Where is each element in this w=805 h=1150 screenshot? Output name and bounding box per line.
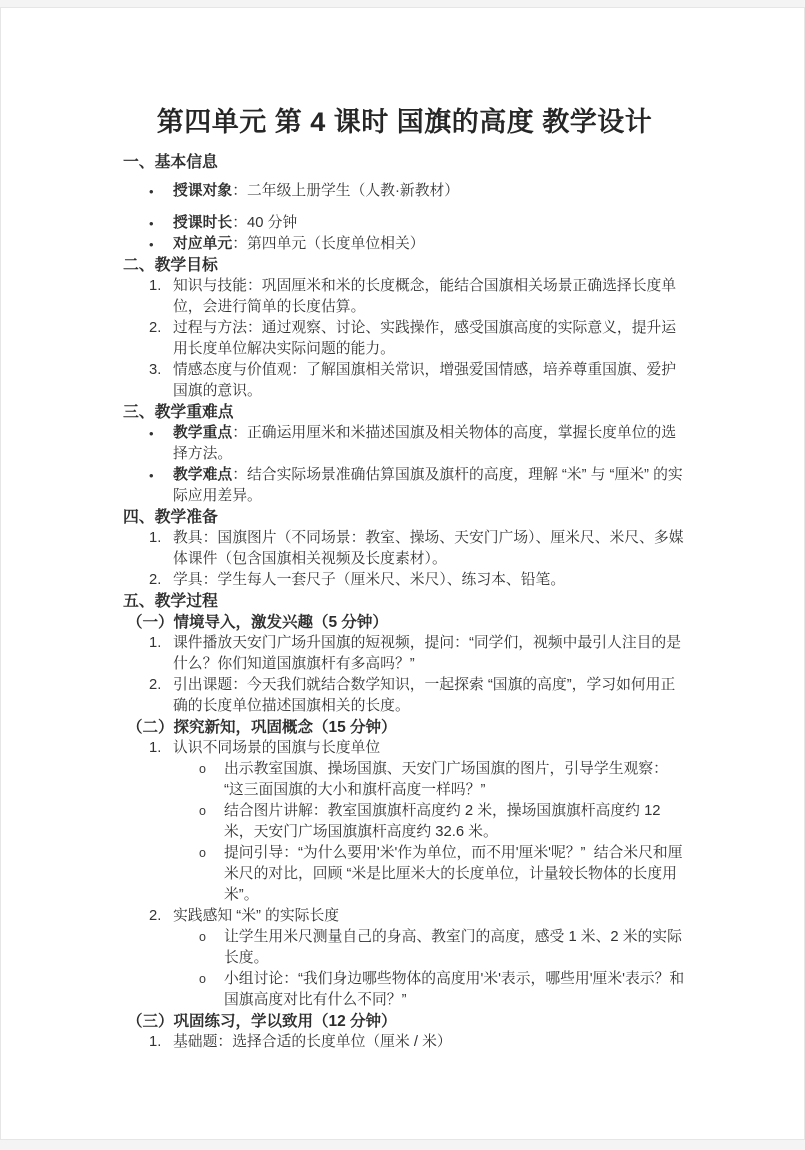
circle-bullet-icon: o bbox=[199, 846, 206, 860]
sub-list-item bbox=[123, 969, 686, 1011]
item-text: 课件播放天安门广场升国旗的短视频，提问：“同学们，视频中最引人注目的是什么？你们知道国旗旗杆有多高吗？” bbox=[173, 635, 682, 672]
list-item bbox=[123, 465, 686, 507]
item-value: ：结合实际场景准确估算国旗及旗杆的高度，理解 “米” 与 “厘米” 的实际应用差异。 bbox=[173, 467, 683, 504]
item-value: ：40 分钟 bbox=[232, 215, 298, 231]
preparation-list bbox=[123, 528, 686, 591]
number-marker: 1. bbox=[149, 740, 162, 756]
phase-heading-2: （二）探究新知，巩固概念（15 分钟） bbox=[127, 719, 397, 736]
item-text bbox=[173, 213, 686, 234]
item-label: 对应单元 bbox=[173, 236, 233, 252]
number-marker: 2. bbox=[149, 677, 162, 693]
list-item bbox=[123, 181, 686, 202]
list-item bbox=[123, 675, 686, 717]
item-text: 结合图片讲解：教室国旗旗杆高度约 2 米，操场国旗旗杆高度约 12 米，天安门广场国旗旗杆高度约 32.6 米。 bbox=[224, 803, 665, 840]
list-item bbox=[123, 213, 686, 234]
item-text bbox=[173, 234, 686, 255]
phase-1-list bbox=[123, 633, 686, 717]
phase-2-list bbox=[123, 738, 686, 1011]
document-page bbox=[0, 7, 805, 1140]
number-marker: 1. bbox=[149, 530, 162, 546]
item-label: 教学难点 bbox=[173, 467, 233, 483]
section-heading-basic-info: 一、基本信息 bbox=[123, 154, 218, 171]
item-text: 小组讨论：“我们身边哪些物体的高度用'米'表示，哪些用'厘米'表示？和国旗高度对比有什么不同？” bbox=[224, 971, 685, 1008]
list-item bbox=[123, 633, 686, 675]
sub-list-item bbox=[123, 801, 686, 843]
basic-info-list bbox=[123, 181, 686, 255]
key-points-list bbox=[123, 423, 686, 507]
item-label: 授课时长 bbox=[173, 215, 233, 231]
item-text: 提问引导：“为什么要用'米'作为单位，而不用'厘米'呢？” 结合米尺和厘米尺的对比，回顾 “米是比厘米大的长度单位，计量较长物体的长度用米”。 bbox=[224, 845, 683, 903]
list-item bbox=[123, 276, 686, 318]
item-text: 知识与技能：巩固厘米和米的长度概念，能结合国旗相关场景正确选择长度单位，会进行简单的长度估算。 bbox=[173, 278, 677, 315]
number-marker: 2. bbox=[149, 320, 162, 336]
bullet-icon: • bbox=[149, 184, 154, 199]
bullet-icon: • bbox=[149, 216, 154, 231]
sub-list-item bbox=[123, 927, 686, 969]
circle-bullet-icon: o bbox=[199, 930, 206, 944]
list-item bbox=[123, 360, 686, 402]
item-value: ：第四单元（长度单位相关） bbox=[232, 236, 425, 252]
circle-bullet-icon: o bbox=[199, 972, 206, 986]
phase-heading-1: （一）情境导入，激发兴趣（5 分钟） bbox=[127, 614, 388, 631]
number-marker: 1. bbox=[149, 635, 162, 651]
item-text: 教具：国旗图片（不同场景：教室、操场、天安门广场）、厘米尺、米尺、多媒体课件（包含国旗相关视频及长度素材）。 bbox=[173, 530, 684, 567]
circle-bullet-icon: o bbox=[199, 762, 206, 776]
section-heading-preparation: 四、教学准备 bbox=[123, 509, 218, 526]
list-item bbox=[123, 570, 686, 591]
number-marker: 3. bbox=[149, 362, 162, 378]
item-text bbox=[173, 181, 686, 202]
circle-bullet-icon: o bbox=[199, 804, 206, 818]
phase-3-list bbox=[123, 1032, 686, 1053]
phase-heading-3: （三）巩固练习，学以致用（12 分钟） bbox=[127, 1013, 397, 1030]
item-text bbox=[173, 465, 686, 507]
item-text: 实践感知 “米” 的实际长度 bbox=[173, 908, 340, 924]
objectives-list bbox=[123, 276, 686, 402]
section-heading-key-points: 三、教学重难点 bbox=[123, 404, 234, 421]
document-content bbox=[1, 8, 804, 1053]
item-text: 出示教室国旗、操场国旗、天安门广场国旗的图片，引导学生观察：“这三面国旗的大小和旗杆高度一样吗？” bbox=[224, 761, 668, 798]
list-item bbox=[123, 906, 686, 927]
item-value: ：正确运用厘米和米描述国旗及相关物体的高度，掌握长度单位的选择方法。 bbox=[173, 425, 677, 462]
list-item bbox=[123, 738, 686, 759]
item-value: ：二年级上册学生（人教·新教材） bbox=[232, 183, 460, 199]
bullet-icon: • bbox=[149, 426, 154, 441]
section-heading-objectives: 二、教学目标 bbox=[123, 257, 218, 274]
number-marker: 1. bbox=[149, 1034, 162, 1050]
bullet-icon: • bbox=[149, 468, 154, 483]
number-marker: 2. bbox=[149, 908, 162, 924]
item-text: 过程与方法：通过观察、讨论、实践操作，感受国旗高度的实际意义，提升运用长度单位解决实际问题的能力。 bbox=[173, 320, 677, 357]
bullet-icon: • bbox=[149, 237, 154, 252]
section-heading-process: 五、教学过程 bbox=[123, 593, 218, 610]
sub-list-item bbox=[123, 759, 686, 801]
item-text: 基础题：选择合适的长度单位（厘米 / 米） bbox=[173, 1034, 452, 1050]
number-marker: 1. bbox=[149, 278, 162, 294]
item-text: 认识不同场景的国旗与长度单位 bbox=[173, 740, 381, 756]
item-label: 教学重点 bbox=[173, 425, 233, 441]
list-item bbox=[123, 1032, 686, 1053]
item-text: 学具：学生每人一套尺子（厘米尺、米尺）、练习本、铅笔。 bbox=[173, 572, 566, 588]
list-item bbox=[123, 528, 686, 570]
item-text: 让学生用米尺测量自己的身高、教室门的高度，感受 1 米、2 米的实际长度。 bbox=[224, 929, 682, 966]
list-item bbox=[123, 234, 686, 255]
list-item bbox=[123, 318, 686, 360]
list-item bbox=[123, 423, 686, 465]
item-text bbox=[173, 423, 686, 465]
item-text: 情感态度与价值观：了解国旗相关常识，增强爱国情感，培养尊重国旗、爱护国旗的意识。 bbox=[173, 362, 677, 399]
sub-list-item bbox=[123, 843, 686, 906]
number-marker: 2. bbox=[149, 572, 162, 588]
item-label: 授课对象 bbox=[173, 183, 233, 199]
item-text: 引出课题：今天我们就结合数学知识，一起探索 “国旗的高度”，学习如何用正确的长度单位描述国旗相关的长度。 bbox=[173, 677, 676, 714]
document-title: 第四单元 第 4 课时 国旗的高度 教学设计 bbox=[156, 107, 653, 137]
